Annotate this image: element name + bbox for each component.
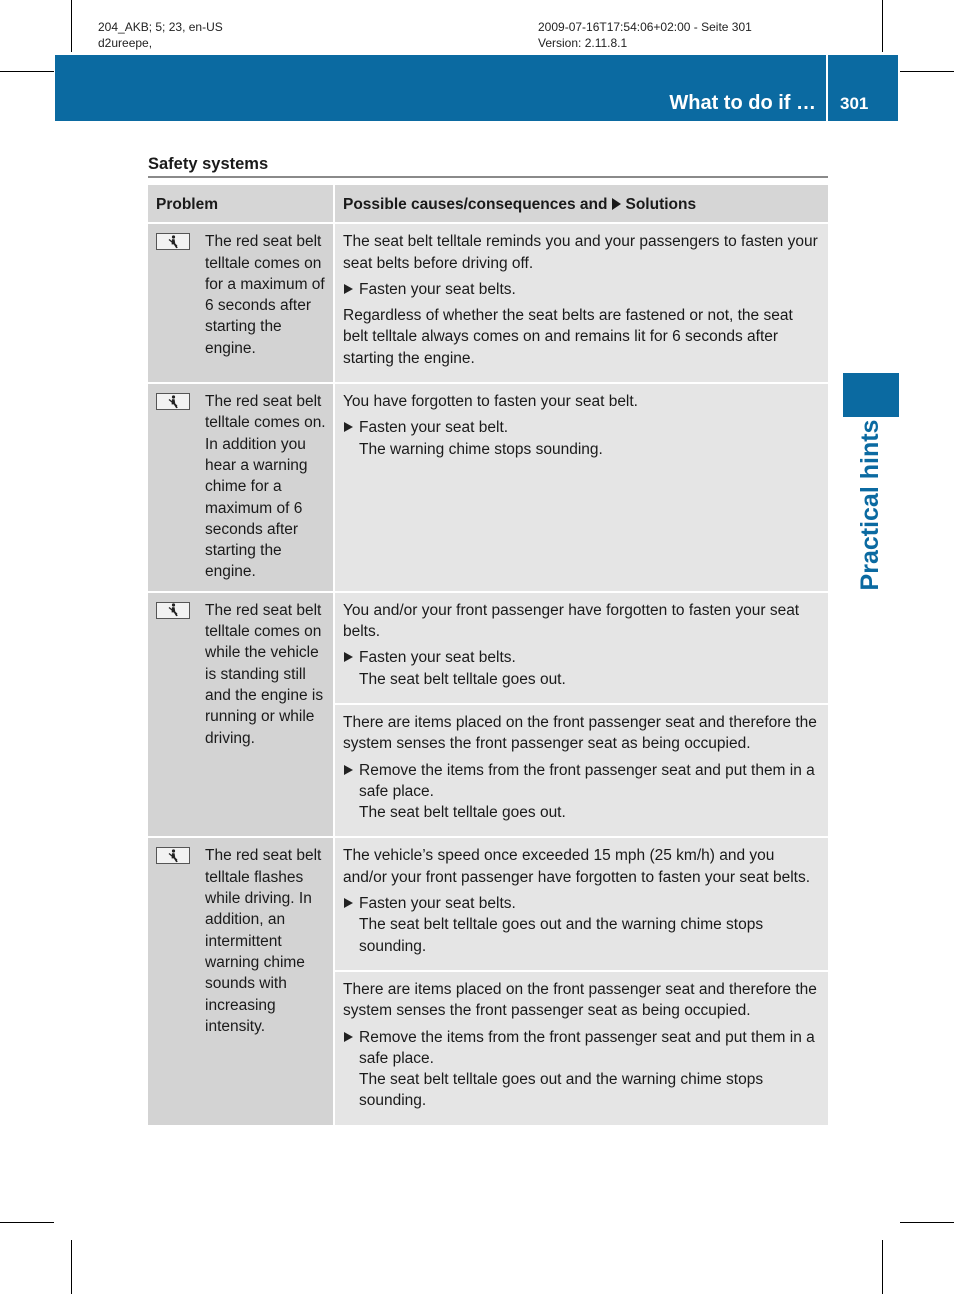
table-row <box>148 592 828 704</box>
table-row <box>148 223 828 383</box>
column-header-causes-label: Possible causes/consequences and <box>343 196 608 213</box>
solution-cell <box>334 704 828 837</box>
crop-mark <box>882 0 883 52</box>
crop-mark <box>0 71 54 72</box>
header-divider <box>826 55 828 121</box>
cause-text: The seat belt telltale reminds you and your passengers to fasten your seat belts before driving off. <box>343 233 818 272</box>
solution-step <box>343 893 820 957</box>
step-result: The seat belt telltale goes out. <box>359 804 566 822</box>
column-header-solutions <box>334 185 828 223</box>
print-meta-left <box>98 19 223 51</box>
solution-step <box>343 1027 820 1112</box>
solution-step <box>343 647 820 690</box>
table-row <box>148 383 828 592</box>
solution-cell <box>334 223 828 383</box>
solution-cell <box>334 971 828 1126</box>
column-header-solutions-label: Solutions <box>625 196 697 213</box>
page-number: 301 <box>840 94 869 113</box>
table-header-row <box>148 185 828 223</box>
seat-belt-telltale-icon <box>156 393 190 410</box>
cause-text: There are items placed on the front passenger seat and therefore the system senses the front passenger seat as being occupied. <box>343 980 817 1020</box>
side-tab-label: Practical hints <box>856 419 884 591</box>
cause-text: There are items placed on the front passenger seat and therefore the system senses the front passenger seat as being occupied. <box>343 713 817 753</box>
solution-step <box>343 417 820 460</box>
problem-text: The red seat belt telltale comes on. In addition you hear a warning chime for a maximum of 6 seconds after starting the engine. <box>205 393 326 581</box>
meta-timestamp: 2009-07-16T17:54:06+02:00 - Seite 301 <box>538 20 752 34</box>
step-text: Remove the items from the front passenger seat and put them in a safe place. <box>359 1028 815 1067</box>
step-text: Remove the items from the front passenger seat and put them in a safe place. <box>359 761 815 800</box>
solution-step <box>343 760 820 824</box>
column-header-problem: Problem <box>148 185 334 223</box>
step-text: Fasten your seat belts. <box>359 649 516 667</box>
step-result: The seat belt telltale goes out and the warning chime stops sounding. <box>359 916 764 955</box>
meta-version: Version: 2.11.8.1 <box>538 36 628 50</box>
troubleshooting-table <box>148 185 828 1127</box>
seat-belt-telltale-icon <box>156 233 190 250</box>
cause-text: You and/or your front passenger have forgotten to fasten your seat belts. <box>343 601 800 641</box>
crop-mark <box>900 71 954 72</box>
solution-cell <box>334 837 828 970</box>
note-text: Regardless of whether the seat belts are fastened or not, the seat belt telltale always comes on and remains lit for 6 seconds after starting the engine. <box>343 307 793 367</box>
problem-cell <box>148 223 334 383</box>
crop-mark <box>71 0 72 52</box>
table-row <box>148 837 828 970</box>
problem-cell <box>148 592 334 838</box>
problem-text: The red seat belt telltale comes on for a maximum of 6 seconds after starting the engine. <box>205 233 325 357</box>
solution-step <box>343 279 820 300</box>
cause-text: The vehicle’s speed once exceeded 15 mph (25 km/h) and you and/or your front passenger have forgotten to fasten your seat belts. <box>343 847 811 886</box>
problem-text: The red seat belt telltale flashes while driving. In addition, an intermittent warning chime sounds with increasing intensity. <box>205 847 322 1035</box>
chapter-title: What to do if … <box>669 92 816 114</box>
solution-cell <box>334 592 828 704</box>
crop-mark <box>882 1240 883 1294</box>
problem-cell <box>148 383 334 592</box>
problem-text: The red seat belt telltale comes on while the vehicle is standing still and the engine is running or while driving. <box>205 601 324 747</box>
print-meta-right <box>538 19 752 51</box>
problem-cell <box>148 837 334 1125</box>
solution-cell <box>334 383 828 592</box>
crop-mark <box>0 1222 54 1223</box>
step-text: Fasten your seat belts. <box>359 895 516 913</box>
step-text: Fasten your seat belts. <box>359 280 516 298</box>
step-result: The warning chime stops sounding. <box>359 440 603 458</box>
meta-author: d2ureepe, <box>98 36 153 50</box>
section-title: Safety systems <box>148 155 269 173</box>
seat-belt-telltale-icon <box>156 602 190 619</box>
meta-doc-id: 204_AKB; 5; 23, en-US <box>98 20 223 34</box>
step-result: The seat belt telltale goes out. <box>359 670 566 688</box>
cause-text: You have forgotten to fasten your seat belt. <box>343 393 638 411</box>
step-text: Fasten your seat belt. <box>359 419 509 437</box>
triangle-right-icon <box>612 198 621 210</box>
seat-belt-telltale-icon <box>156 847 190 864</box>
step-result: The seat belt telltale goes out and the warning chime stops sounding. <box>359 1071 764 1110</box>
crop-mark <box>900 1222 954 1223</box>
crop-mark <box>71 1240 72 1294</box>
section-rule <box>148 176 828 178</box>
